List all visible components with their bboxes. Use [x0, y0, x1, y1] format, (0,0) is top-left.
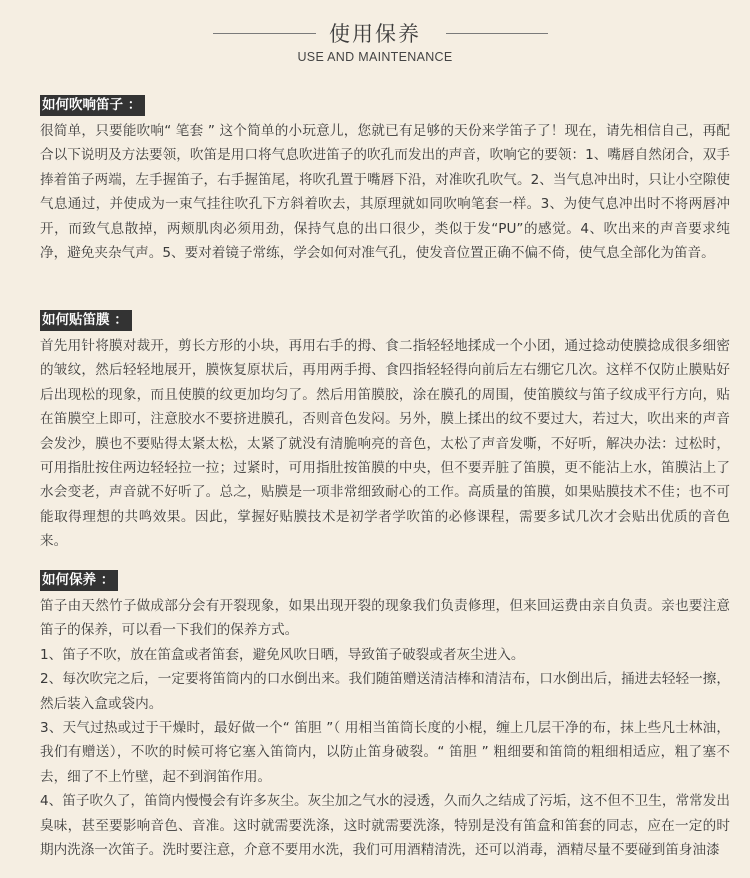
section-paragraph: 笛子由天然竹子做成部分会有开裂现象，如果出现开裂的现象我们负责修理，但来回运费由亲自负责。亲也要注意笛子的保养，可以看一下我们的保养方式。: [40, 598, 730, 639]
header-divider-right: [446, 33, 548, 34]
maintenance-item: 3、天气过热或过于干燥时，最好做一个“ 笛胆 ”（ 用相当笛筒长度的小棍，缠上几层干净的布，抹上些凡士林油，我们有赠送），不吹的时候可将它塞入笛筒内，以防止笛身破裂。“ 笛胆 ” 粗细要和笛筒的粗细相适应，粗了塞不去，细了不上竹壁，起不到润笛作用。: [40, 720, 730, 785]
section-heading: 如何贴笛膜 ：: [40, 310, 132, 331]
page-header: [0, 14, 750, 74]
section-paragraph: 首先用针将膜对裁开，剪长方形的小块，再用右手的拇、食二指轻轻地揉成一个小团，通过捻动使膜捻成很多细密的皱纹，然后轻轻地展开，膜恢复原状后，再用两手拇、食四指轻轻得向前后左右绷它几次。这样不仅防止膜贴好后出现松的现象，而且使膜的纹更加均匀了。然后用笛膜胶，涂在膜孔的周围，使笛膜纹与笛子纹成平行方向，贴在笛膜空上即可，注意胶水不要挤进膜孔，否则音色发闷。另外，膜上揉出的纹不要过大，若过大，吹出来的声音会发沙，膜也不要贴得太紧太松，太紧了就没有清脆响亮的音色，太松了声音发嘶，不好听，解决办法：过松时，可用指肚按住两边轻轻拉一拉；过紧时，可用指肚按笛膜的中央，但不要弄脏了笛膜，更不能沾上水，笛膜沾上了水会变老，声音就不好听了。总之，贴膜是一项非常细致耐心的工作。高质量的笛膜，如果贴膜技术不佳；也不可能取得理想的共鸣效果。因此，掌握好贴膜技术是初学者学吹笛的必修课程，需要多试几次才会贴出优质的音色来。: [40, 338, 730, 550]
section-heading: 如何吹响笛子 ：: [40, 95, 145, 116]
section-how-to-blow: [40, 94, 730, 265]
section-how-to-apply-membrane: [40, 309, 730, 554]
maintenance-item: 1、笛子不吹，放在笛盒或者笛套，避免风吹日晒，导致笛子破裂或者灰尘进入。: [40, 646, 525, 663]
page-subtitle: USE AND MAINTENANCE: [297, 50, 453, 64]
section-paragraph: 很简单，只要能吹响“ 笔套 ” 这个简单的小玩意儿，您就已有足够的天份来学笛子了！现在，请先相信自己，再配合以下说明及方法要领，吹笛是用口将气息吹进笛子的吹孔而发出的声音，吹响它的要领：1、嘴唇自然闭合，双手捧着笛子两端，左手握笛子，右手握笛尾，将吹孔置于嘴唇下沿，对准吹孔吹气。2、当气息冲出时，只让小空隙使气息通过，并使成为一束气挂往吹孔下方斜着吹去，其原理就如同吹响笔套一样。3、为使气息冲出时不将两唇冲开，而致气息散掉，两颊肌肉必须用劲，保持气息的出口很少，类似于发“PU”的感觉。4、吹出来的声音要求纯净，避免夹杂气声。5、要对着镜子常练，学会如何对准气孔，使发音位置正确不偏不倚，使气息全部化为笛音。: [40, 123, 730, 262]
maintenance-item: 4、笛子吹久了，笛筒内慢慢会有许多灰尘。灰尘加之气水的浸透，久而久之结成了污垢，这不但不卫生，常常发出臭味，甚至要影响音色、音准。这时就需要洗涤，这时就需要洗涤，特别是没有笛盒和笛套的同志，应在一定的时期内洗涤一次笛子。洗时要注意，介意不要用水洗，我们可用酒精清洗，还可以消毒，酒精尽量不要碰到笛身油漆: [40, 793, 730, 859]
section-heading: 如何保养 ：: [40, 570, 118, 591]
section-maintenance: [40, 569, 730, 862]
page-title: 使用保养: [329, 22, 421, 46]
maintenance-item: 2、每次吹完之后，一定要将笛筒内的口水倒出来。我们随笛赠送清洁棒和清洁布，口水倒出后，捅进去轻轻一擦，然后装入盒或袋内。: [40, 671, 730, 712]
